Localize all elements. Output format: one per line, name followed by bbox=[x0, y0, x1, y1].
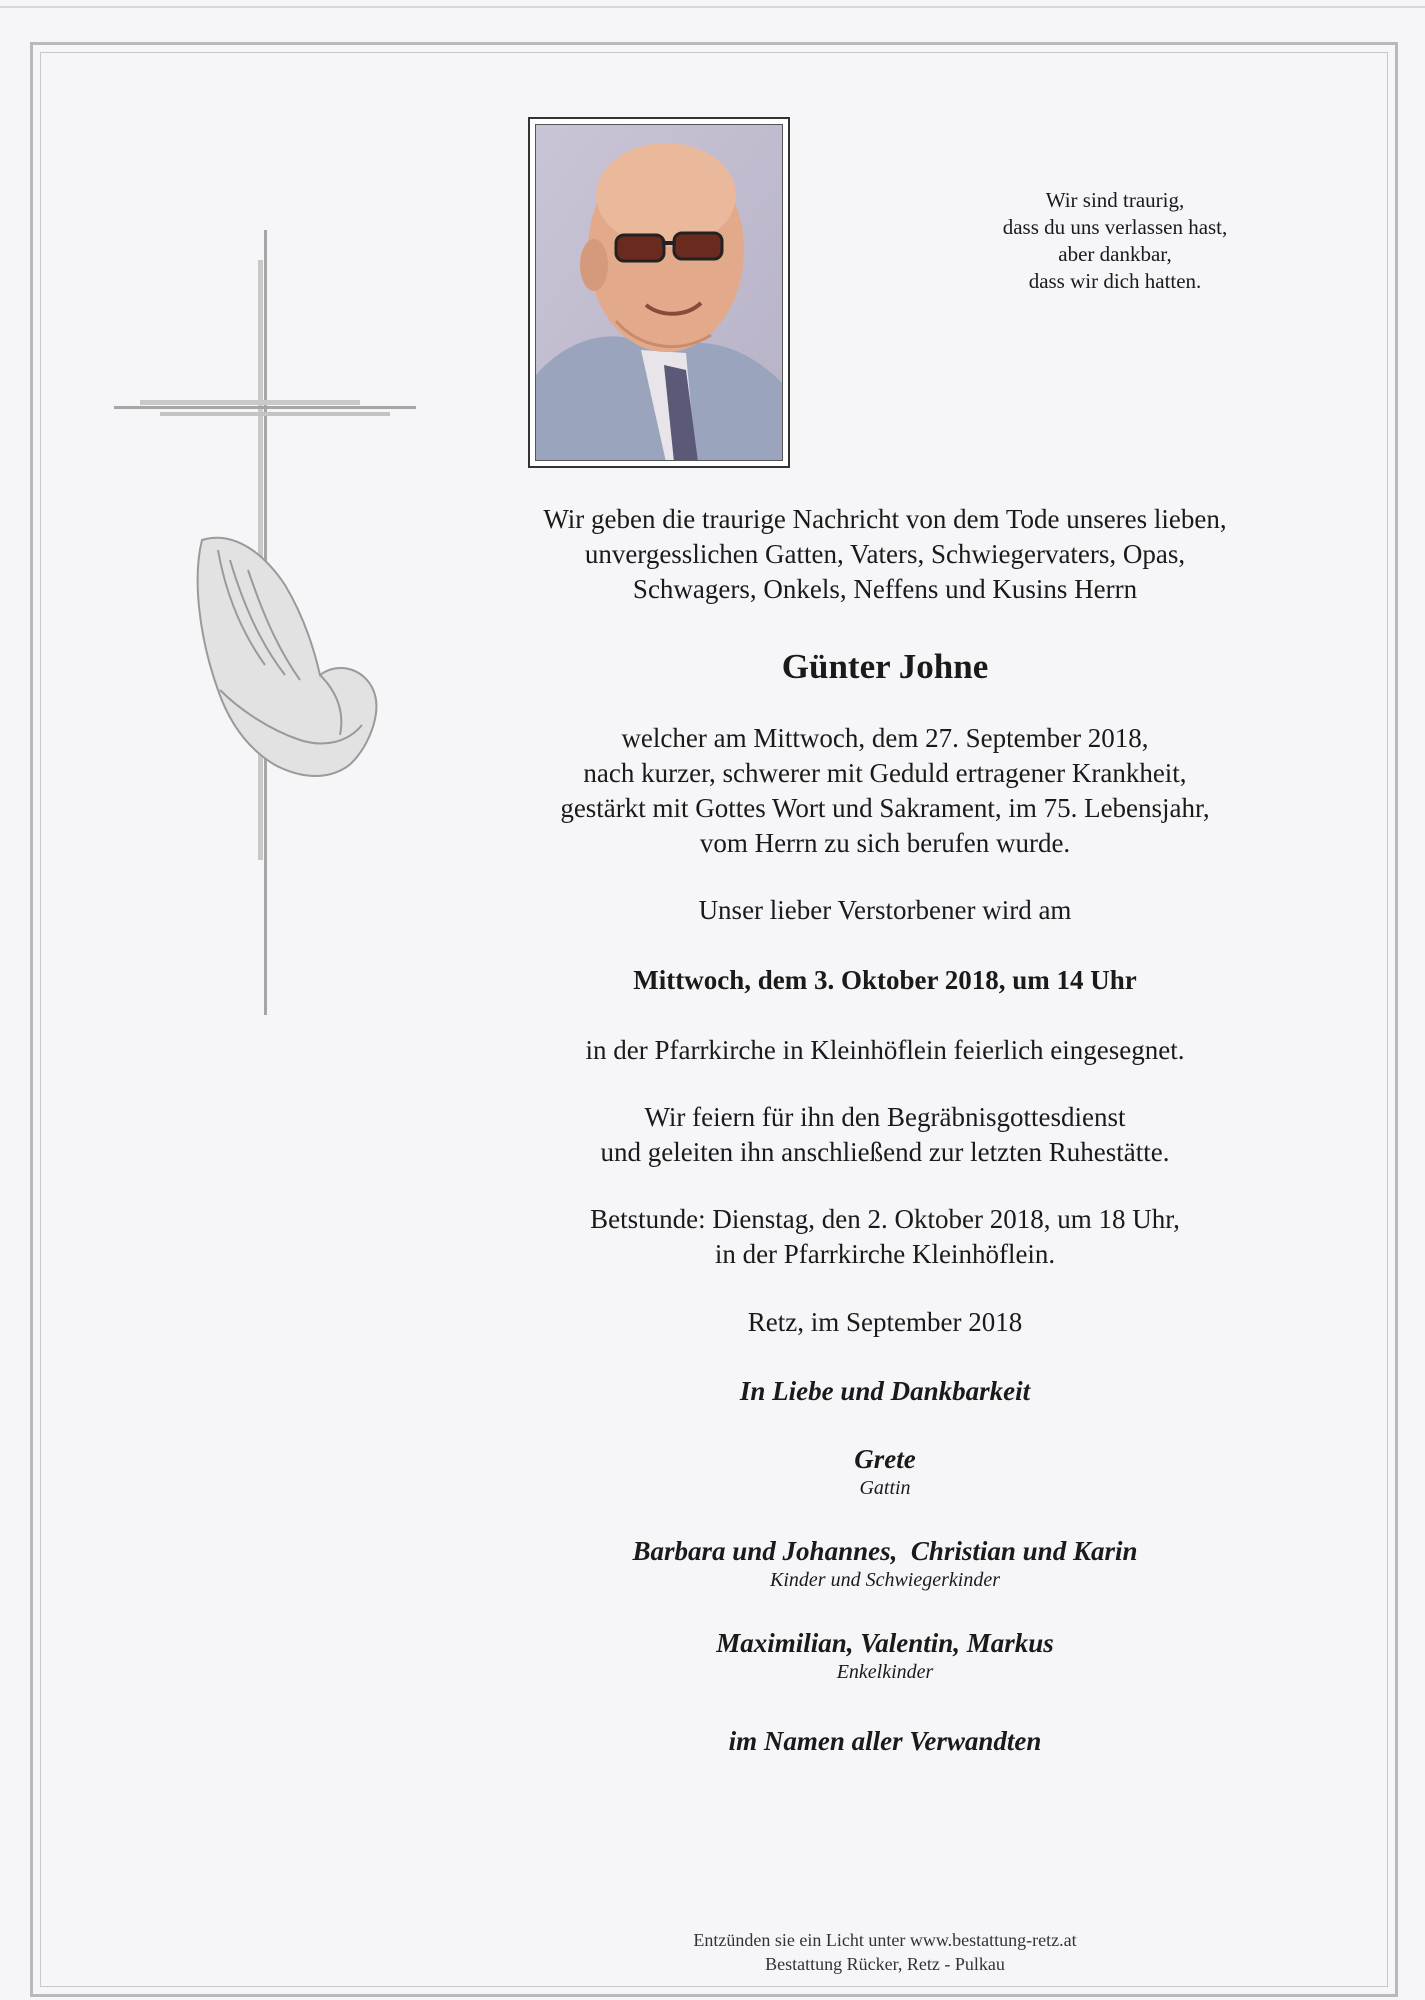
footer bbox=[430, 1928, 1340, 1976]
closing-line: In Liebe und Dankbarkeit bbox=[739, 1376, 1031, 1406]
obituary-text bbox=[430, 502, 1340, 1758]
intro-line: Wir geben die traurige Nachricht von dem Tode unseres lieben, bbox=[543, 504, 1227, 534]
service-line: und geleiten ihn anschließend zur letzten Ruhestätte. bbox=[600, 1137, 1170, 1167]
footer-website-line: Entzünden sie ein Licht unter www.bestattung-retz.at bbox=[693, 1930, 1077, 1950]
memorial-quote bbox=[960, 187, 1270, 295]
portrait-photo bbox=[535, 124, 783, 461]
mourner-names: Grete bbox=[854, 1444, 916, 1474]
quote-line: aber dankbar, bbox=[1058, 242, 1172, 266]
mourner-group bbox=[430, 1534, 1340, 1592]
mourner-role: Kinder und Schwiegerkinder bbox=[770, 1569, 1000, 1591]
portrait-frame bbox=[528, 117, 790, 468]
prayer-line: Betstunde: Dienstag, den 2. Oktober 2018, um 18 Uhr, bbox=[590, 1204, 1180, 1234]
funeral-intro: Unser lieber Verstorbener wird am bbox=[698, 895, 1072, 925]
service-line: Wir feiern für ihn den Begräbnisgottesdienst bbox=[644, 1102, 1126, 1132]
cross-icon bbox=[100, 220, 430, 1020]
death-notice-line: vom Herrn zu sich berufen wurde. bbox=[699, 828, 1071, 858]
mourner-role: Gattin bbox=[859, 1477, 911, 1499]
death-notice-line: gestärkt mit Gottes Wort und Sakrament, im 75. Lebensjahr, bbox=[560, 793, 1210, 823]
mourner-group bbox=[430, 1626, 1340, 1684]
footer-company-line: Bestattung Rücker, Retz - Pulkau bbox=[765, 1954, 1005, 1974]
quote-line: dass wir dich hatten. bbox=[1028, 269, 1202, 293]
death-notice-paragraph bbox=[430, 721, 1340, 861]
intro-paragraph bbox=[430, 502, 1340, 607]
mourner-names: Maximilian, Valentin, Markus bbox=[716, 1628, 1054, 1658]
deceased-name: Günter Johne bbox=[781, 647, 989, 686]
page-top-line bbox=[0, 6, 1425, 8]
quote-line: dass du uns verlassen hast, bbox=[1002, 215, 1228, 239]
prayer-paragraph bbox=[430, 1202, 1340, 1272]
death-notice-line: nach kurzer, schwerer mit Geduld ertragener Krankheit, bbox=[583, 758, 1187, 788]
service-paragraph bbox=[430, 1100, 1340, 1170]
quote-line: Wir sind traurig, bbox=[1045, 188, 1185, 212]
mourner-group bbox=[430, 1442, 1340, 1500]
mourner-names: Barbara und Johannes, Christian und Karin bbox=[632, 1536, 1138, 1566]
on-behalf-line: im Namen aller Verwandten bbox=[728, 1726, 1042, 1756]
intro-line: Schwagers, Onkels, Neffens und Kusins Herrn bbox=[632, 574, 1138, 604]
funeral-date: Mittwoch, dem 3. Oktober 2018, um 14 Uhr bbox=[633, 965, 1137, 995]
intro-line: unvergesslichen Gatten, Vaters, Schwiegervaters, Opas, bbox=[584, 539, 1186, 569]
funeral-place: in der Pfarrkirche in Kleinhöflein feierlich eingesegnet. bbox=[585, 1035, 1185, 1065]
place-date: Retz, im September 2018 bbox=[747, 1307, 1023, 1337]
praying-hands-icon bbox=[198, 538, 377, 776]
death-notice-line: welcher am Mittwoch, dem 27. September 2018, bbox=[621, 723, 1149, 753]
mourner-role: Enkelkinder bbox=[836, 1661, 934, 1683]
prayer-line: in der Pfarrkirche Kleinhöflein. bbox=[714, 1239, 1056, 1269]
